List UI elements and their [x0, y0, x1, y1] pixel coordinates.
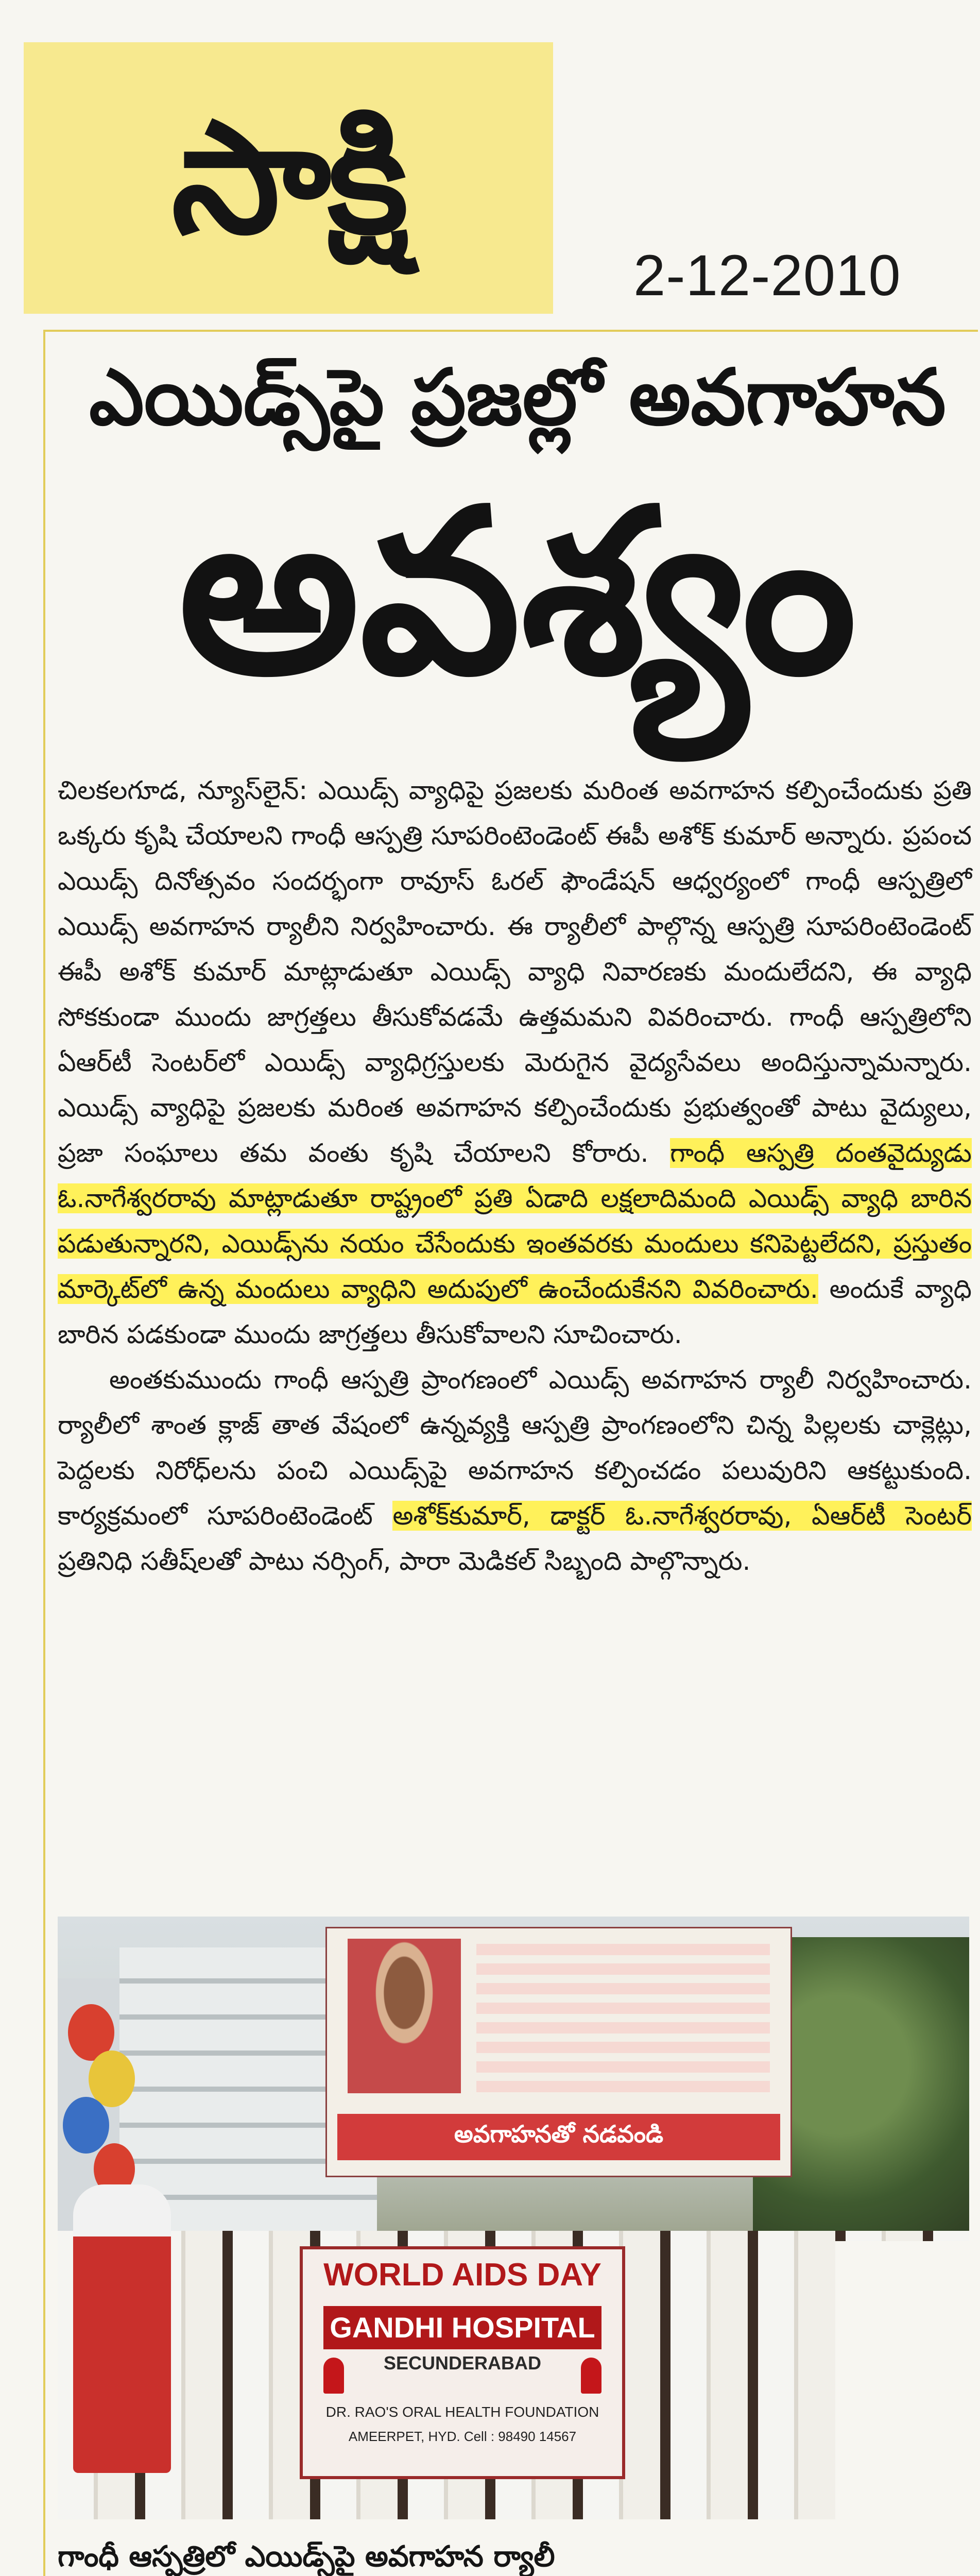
- paragraph-2-text-b: ప్రతినిధి సతీష్‌లతో పాటు నర్సింగ్, పారా మెడికల్ సిబ్బంది పాల్గొన్నారు.: [58, 1546, 751, 1576]
- placard-foundation: DR. RAO'S ORAL HEALTH FOUNDATION: [325, 2404, 599, 2420]
- balloon-icon: [89, 2050, 135, 2107]
- world-aids-day-placard: [300, 2246, 625, 2479]
- publication-date: 2-12-2010: [633, 243, 901, 308]
- photo-cutout: [835, 2241, 969, 2519]
- photo-santa: [73, 2184, 171, 2473]
- article-paragraph-1: [58, 768, 972, 1357]
- paragraph-2-text-a: అంతకుముందు గాంధీ ఆస్పత్రి ప్రాంగణంలో ఎయిడ్స్ అవగాహన ర్యాలీ నిర్వహించారు. ర్యాలీలో శాంత క్లాజ్ తాత వేషంలో ఉన్నవ్యక్తి ఆస్పత్రి ప్రాంగణంలోని చిన్న పిల్లలకు చాక్లెట్లు, పెద్దలకు నిరోధ్‌లను పంచి ఎయిడ్స్‌పై అవగాహన కల్పించడం పలువురిని ఆకట్టుకుంది. కార్యక్రమంలో సూపరింటెండెంట్: [58, 1365, 972, 1531]
- placard-title: WORLD AIDS DAY: [323, 2257, 601, 2293]
- placard-city: SECUNDERABAD: [383, 2352, 542, 2374]
- article-body: [58, 768, 972, 1584]
- article-paragraph-2: [58, 1357, 972, 1584]
- balloon-icon: [63, 2097, 109, 2154]
- paragraph-2-highlight: అశోక్‌కుమార్, డాక్టర్ ఓ.నాగేశ్వరరావు, ఏఆర్‌టీ సెంటర్: [392, 1501, 972, 1531]
- placard-address: AMEERPET, HYD. Cell : 98490 14567: [348, 2429, 577, 2444]
- headline-subtitle: ఎయిడ్స్‌పై ప్రజల్లో అవగాహన: [89, 353, 946, 443]
- photo-balloons: [58, 1994, 140, 2210]
- placard-hospital: GANDHI HOSPITAL: [323, 2306, 601, 2349]
- awareness-banner: [325, 1927, 792, 2177]
- headline-title: అవశ్యం: [178, 461, 857, 724]
- banner-slogan: అవగాహనతో నడవండి: [337, 2114, 780, 2160]
- paragraph-1-text-b: అందుకే వ్యాధి బారిన పడకుండా ముందు జాగ్రత్తలు తీసుకోవాలని సూచించారు.: [58, 1274, 972, 1349]
- photo-caption: గాంధీ ఆస్పత్రిలో ఎయిడ్స్‌పై అవగాహన ర్యాలీ: [58, 2540, 555, 2573]
- newspaper-logo: సాక్షి: [171, 88, 405, 268]
- paragraph-1-text-a: చిలకలగూడ, న్యూస్‌లైన్: ఎయిడ్స్ వ్యాధిపై ప్రజలకు మరింత అవగాహన కల్పించేందుకు ప్రతి ఒక్కరు కృషి చేయాలని గాంధీ ఆస్పత్రి సూపరింటెండెంట్ ఈపీ అశోక్ కుమార్ అన్నారు. ప్రపంచ ఎయిడ్స్ దినోత్సవం సందర్భంగా రావూస్ ఓరల్ ఫౌండేషన్ ఆధ్వర్యంలో గాంధీ ఆస్పత్రిలో ఎయిడ్స్ అవగాహన ర్యాలీని నిర్వహించారు. ఈ ర్యాలీలో పాల్గొన్న ఆస్పత్రి సూపరింటెండెంట్ ఈపీ అశోక్ కుమార్ మాట్లాడుతూ ఎయిడ్స్ వ్యాధి నివారణకు మందులేదని, ఈ వ్యాధి సోకకుండా ముందు జాగ్రత్తలు తీసుకోవడమే ఉత్తమమని వివరించారు. గాంధీ ఆస్పత్రిలోని ఏఆర్‌టీ సెంటర్‌లో ఎయిడ్స్ వ్యాధిగ్రస్తులకు మెరుగైన వైద్యసేవలు అందిస్తున్నామన్నారు. ఎయిడ్స్ వ్యాధిపై ప్రజలకు మరింత అవగాహన కల్పించేందుకు ప్రభుత్వంతో పాటు వైద్యులు, ప్రజా సంఘాలు తమ వంతు కృషి చేయాలని కోరారు.: [58, 775, 972, 1168]
- paragraph-1-highlight: గాంధీ ఆస్పత్రి దంతవైద్యుడు ఓ.నాగేశ్వరరావు మాట్లాడుతూ రాష్ట్రంలో ప్రతి ఏడాది లక్షలాదిమంది ఎయిడ్స్ వ్యాధి బారిన పడుతున్నారని, ఎయిడ్స్‌ను నయం చేసేందుకు ఇంతవరకు మందులు కనిపెట్టలేదని, ప్రస్తుతం మార్కెట్‌లో ఉన్న మందులు వ్యాధిని అదుపులో ఉంచేందుకేనని వివరించారు.: [58, 1138, 972, 1304]
- banner-portrait: [348, 1939, 461, 2093]
- rally-photo: [58, 1917, 969, 2519]
- banner-text-lines: [476, 1944, 770, 2093]
